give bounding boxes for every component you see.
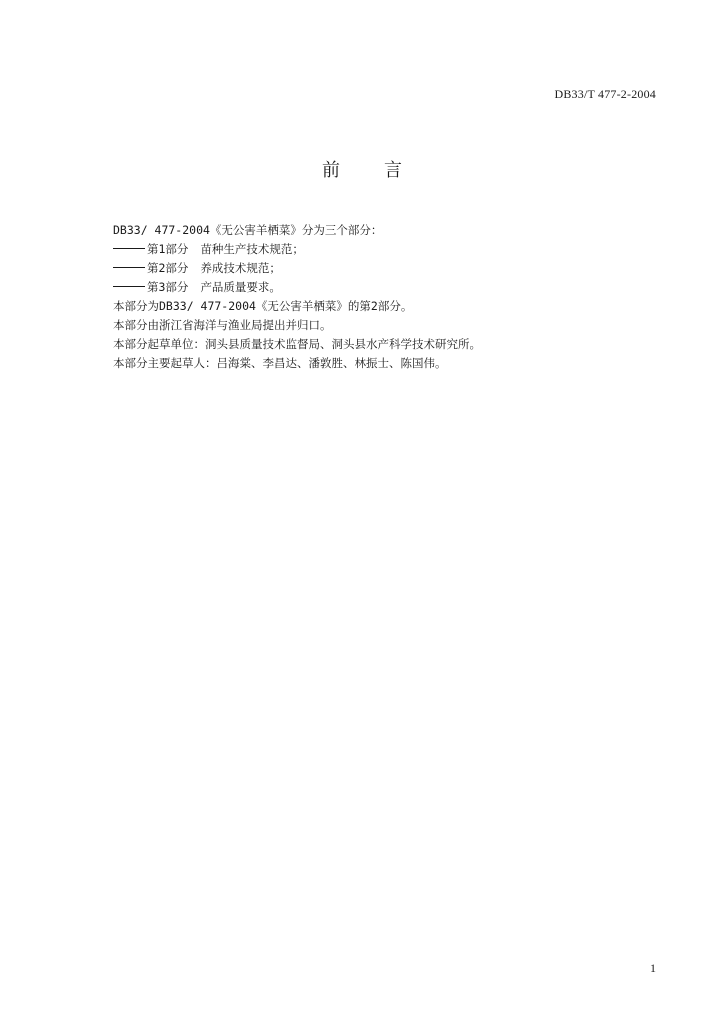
part-description: 苗种生产技术规范； — [200, 242, 304, 256]
part-number: 第1部分 — [147, 242, 189, 256]
page-number: 1 — [650, 961, 656, 975]
drafters-line: 本部分主要起草人：吕海棠、李昌达、潘敦胜、林振士、陈国伟。 — [113, 356, 447, 370]
proposed-by-line: 本部分由浙江省海洋与渔业局提出并归口。 — [113, 318, 332, 332]
part-description: 产品质量要求。 — [200, 280, 281, 294]
standard-code: DB33/T 477-2-2004 — [554, 87, 656, 101]
foreword-body — [113, 221, 673, 373]
intro-line: DB33/ 477-2004《无公害羊栖菜》分为三个部分： — [113, 223, 383, 237]
em-dash — [113, 267, 145, 268]
drafting-units-line: 本部分起草单位：洞头县质量技术监督局、洞头县水产科学技术研究所。 — [113, 337, 481, 351]
em-dash — [113, 248, 145, 249]
part-number: 第2部分 — [147, 261, 189, 275]
title-char-2: 言 — [384, 160, 402, 181]
page-title — [0, 156, 724, 182]
title-char-1: 前 — [322, 160, 340, 181]
this-part-line: 本部分为DB33/ 477-2004《无公害羊栖菜》的第2部分。 — [113, 299, 413, 313]
part-line-3 — [113, 278, 673, 297]
part-line-1 — [113, 240, 673, 259]
em-dash — [113, 286, 145, 287]
part-line-2 — [113, 259, 673, 278]
part-number: 第3部分 — [147, 280, 189, 294]
part-description: 养成技术规范； — [200, 261, 281, 275]
